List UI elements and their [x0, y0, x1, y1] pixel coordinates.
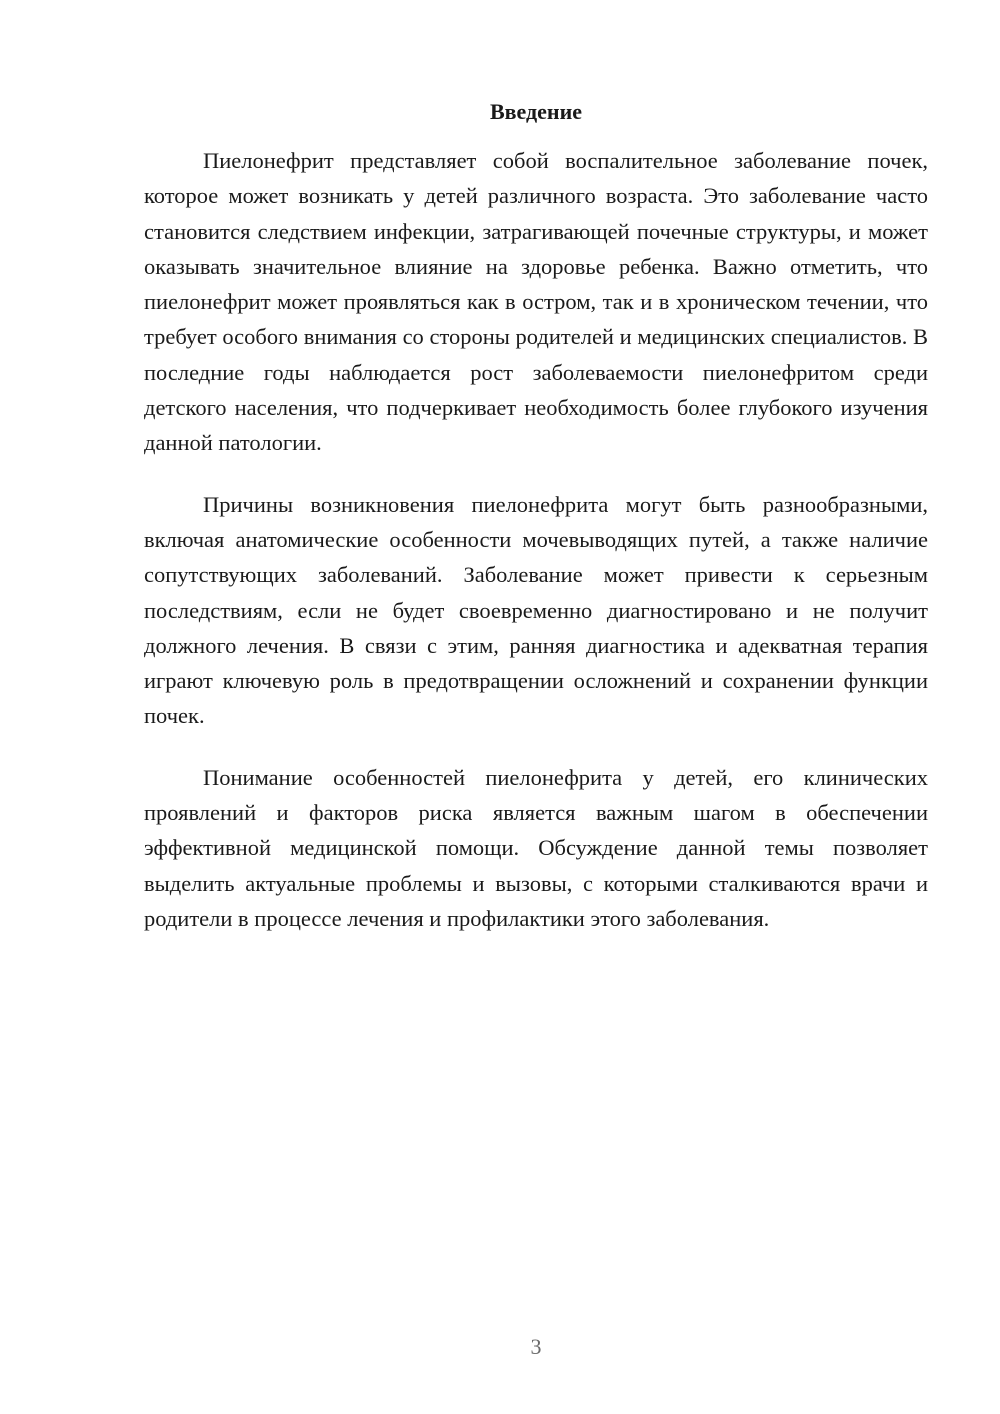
page-number: 3 — [530, 1334, 542, 1359]
paragraph-2: Причины возникновения пиелонефрита могут быть разнообразными, включая анатомические особенности мочевыводящих путей, а также наличие сопутствующих заболеваний. Заболевание может привести к серьезным последствиям, если не будет своевременно диагностировано и не получит должного лечения. В связи с этим, ранняя диагностика и адекватная терапия играют ключевую роль в предотвращении осложнений и сохранении функции почек. — [144, 491, 928, 729]
body-text — [144, 143, 928, 962]
paragraph-3: Понимание особенностей пиелонефрита у детей, его клинических проявлений и факторов риска является важным шагом в обеспечении эффективной медицинской помощи. Обсуждение данной темы позволяет выделить актуальные проблемы и вызовы, с которыми сталкиваются врачи и родители в процессе лечения и профилактики этого заболевания. — [144, 764, 928, 931]
paragraph-1: Пиелонефрит представляет собой воспалительное заболевание почек, которое может возникать у детей различного возраста. Это заболевание часто становится следствием инфекции, затрагивающей почечные структуры, и может оказывать значительное влияние на здоровье ребенка. Важно отметить, что пиелонефрит может проявляться как в остром, так и в хроническом течении, что требует особого внимания со стороны родителей и медицинских специалистов. В последние годы наблюдается рост заболеваемости пиелонефритом среди детского населения, что подчеркивает необходимость более глубокого изучения данной патологии. — [144, 148, 928, 456]
section-heading: Введение — [489, 99, 583, 124]
